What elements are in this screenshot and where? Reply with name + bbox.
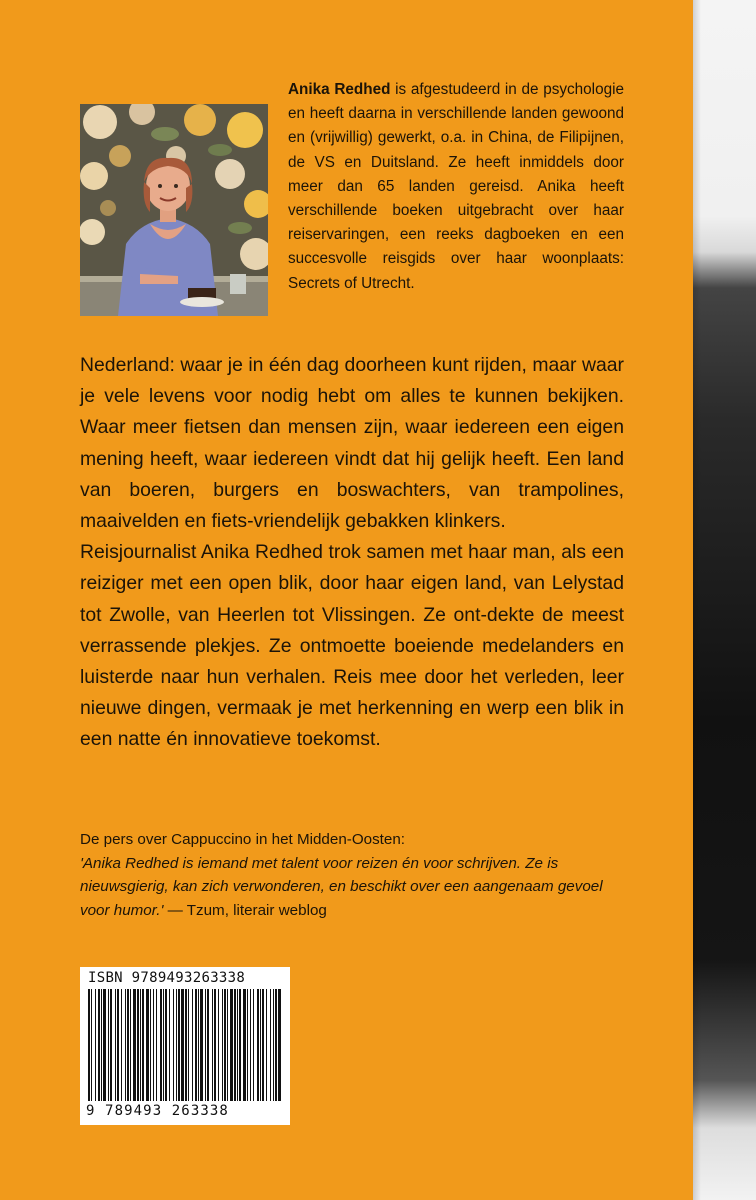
barcode-bar — [137, 989, 139, 1101]
barcode-bar — [247, 989, 248, 1101]
blurb-paragraph-2: Reisjournalist Anika Redhed trok samen met haar man, als een reiziger met een open blik, door haar eigen land, van Lelystad tot Zwolle, van Heerlen tot Vlissingen. Ze ont-dekte de meest verrassende plekjes. Ze ontmoette boeiende medelanders en luisterde naar hun verhalen. Reis mee door het verleden, leer nieuwe dingen, vermaak je met herkenning en werp een blik in een natte én innovatieve toekomst. — [80, 541, 624, 751]
barcode-bar — [185, 989, 187, 1101]
barcode-bar — [91, 989, 92, 1101]
barcode-bar — [212, 989, 213, 1101]
barcode-bar — [275, 989, 277, 1101]
barcode-bar — [95, 989, 96, 1101]
barcode-bar — [153, 989, 154, 1101]
author-bio-text: is afgestudeerd in de psychologie en heeft daarna in verschillende landen gewoond en (vrijwillig) gewerkt, o.a. in China, de Filipijnen, de VS en Duitsland. Ze heeft inmiddels door meer dan 65 landen gereisd. Anika heeft verschillende boeken uitgebracht over haar reiservaringen, een reeks dagboeken en een succesvolle reisgids over haar woonplaats: Secrets of Utrecht. — [288, 81, 624, 292]
barcode-bar — [117, 989, 119, 1101]
barcode-bar — [98, 989, 100, 1101]
press-quote-section — [80, 828, 632, 922]
barcode-bar — [234, 989, 236, 1101]
barcode-bar — [218, 989, 219, 1101]
barcode-bar — [243, 989, 246, 1101]
barcode-bar — [200, 989, 203, 1101]
barcode-bar — [103, 989, 106, 1101]
press-attribution: — Tzum, literair weblog — [163, 901, 327, 919]
barcode-bar — [130, 989, 131, 1101]
barcode-bar — [163, 989, 164, 1101]
barcode-bar — [127, 989, 129, 1101]
barcode-bar — [253, 989, 254, 1101]
barcode-bar — [207, 989, 209, 1101]
barcode-bar — [150, 989, 151, 1101]
barcode-bar — [165, 989, 167, 1101]
barcode-bar — [222, 989, 223, 1101]
barcode-bar — [160, 989, 162, 1101]
barcode-bar — [108, 989, 109, 1101]
barcode-bar — [192, 989, 193, 1101]
barcode-bar — [110, 989, 112, 1101]
barcode-bar — [181, 989, 184, 1101]
author-name: Anika Redhed — [288, 81, 391, 98]
barcode-bar — [125, 989, 126, 1101]
book-blurb — [80, 350, 624, 756]
barcode-bar — [188, 989, 189, 1101]
barcode-bar — [270, 989, 271, 1101]
barcode-bar — [224, 989, 226, 1101]
barcode-bar — [169, 989, 170, 1101]
press-quote: 'Anika Redhed is iemand met talent voor reizen én voor schrijven. Ze is nieuwsgierig, kan zich verwonderen, en beschikt over een aangenaam gevoel voor humor.' — [80, 854, 603, 919]
barcode-bar — [214, 989, 216, 1101]
barcode-bar — [260, 989, 261, 1101]
isbn-label: ISBN 9789493263338 — [88, 970, 246, 986]
barcode-bar — [278, 989, 281, 1101]
isbn-barcode — [80, 967, 290, 1125]
blurb-paragraph-1: Nederland: waar je in één dag doorheen kunt rijden, maar waar je vele levens voor nodig hebt om alles te kunnen bekijken. Waar meer fietsen dan mensen zijn, waar iedereen een eigen mening heeft, waar iedereen vindt dat hij gelijk heeft. Een land van boeren, burgers en boswachters, van trampolines, maaivelden en fiets-vriendelijk gebakken klinkers. — [80, 354, 624, 533]
barcode-bar — [266, 989, 267, 1101]
barcode-bar — [273, 989, 274, 1101]
book-spine-edge — [693, 0, 756, 1200]
spine-shadow — [693, 0, 701, 1200]
barcode-bar — [88, 989, 90, 1101]
barcode-bar — [101, 989, 102, 1101]
author-bio — [288, 78, 624, 296]
barcode-bar — [227, 989, 228, 1101]
barcode-bar — [115, 989, 116, 1101]
barcode-bar — [121, 989, 122, 1101]
isbn-digits: 9 789493 263338 — [86, 1103, 229, 1119]
barcode-bar — [146, 989, 149, 1101]
barcode-bar — [250, 989, 251, 1101]
barcode-bar — [173, 989, 174, 1101]
barcode-bar — [205, 989, 206, 1101]
author-photo — [80, 104, 268, 316]
barcode-bar — [156, 989, 157, 1101]
barcode-bar — [239, 989, 241, 1101]
barcode-bar — [142, 989, 144, 1101]
barcode-bars — [88, 989, 282, 1101]
barcode-bar — [262, 989, 264, 1101]
barcode-bar — [230, 989, 233, 1101]
barcode-bar — [198, 989, 199, 1101]
press-intro: De pers over Cappuccino in het Midden-Oosten: — [80, 831, 406, 848]
barcode-bar — [237, 989, 238, 1101]
barcode-bar — [195, 989, 197, 1101]
barcode-bar — [133, 989, 136, 1101]
barcode-bar — [176, 989, 177, 1101]
barcode-bar — [178, 989, 180, 1101]
barcode-bar — [257, 989, 259, 1101]
barcode-bar — [140, 989, 141, 1101]
